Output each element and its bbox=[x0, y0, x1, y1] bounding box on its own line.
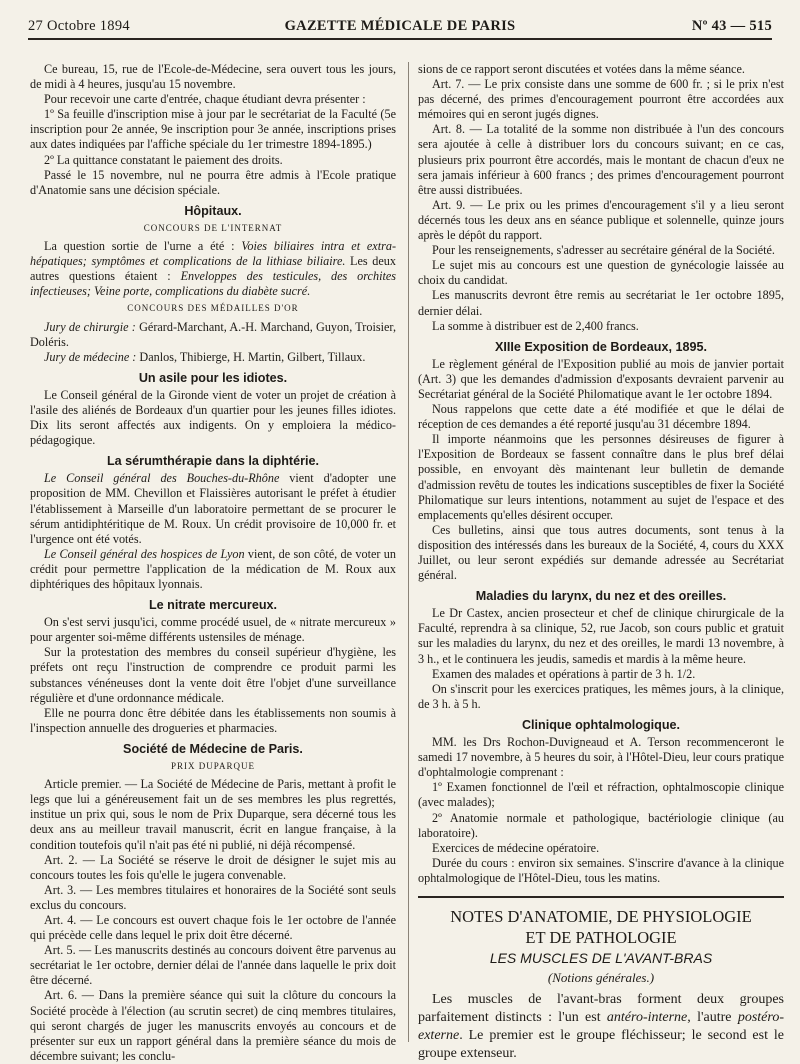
page-number: Nº 43 — 515 bbox=[691, 18, 772, 34]
section-title-nitrate: Le nitrate mercureux. bbox=[148, 598, 278, 613]
article: Art. 8. — La totalité de la somme non distribuée à l'un des concours sera ajoutée à celle à distribuer lors du concours suivant; en ce cas, plusieurs prix pourront être accordés, mais le montant de chacun d'eux ne sera jamais inférieur à 600 francs ; des primes d'encouragement pourront être aussi distribuées. bbox=[418, 122, 784, 197]
article: Art. 6. — Dans la première séance qui suit la clôture du concours la Société procède à l'élection (au scrutin secret) de cinq membres titulaires, qui seront chargés de juger les manuscrits envoyés au concours et de présenter sur eux un rapport général dans la première séance du mois de décembre suivant; les conclu- bbox=[30, 988, 396, 1063]
paragraph: Examen des malades et opérations à partir de 3 h. 1/2. bbox=[432, 666, 696, 681]
paragraph: Ces bulletins, ainsi que tous autres documents, sont tenus à la disposition des intéressés dans les bureaux de la Société, 4, cours du XXX Juillet, ou leur seront expédiés sur demande adressée au Secrétariat général. bbox=[418, 522, 784, 583]
paragraph: 2º Anatomie normale et pathologique, bactériologie clinique (au laboratoire). bbox=[418, 810, 784, 840]
article: Article premier. — La Société de Médecine de Paris, mettant à profit le legs que lui a généreusement fait un de ses membres les plus regrettés, institue un prix qui, sous le nom de Prix Duparque, sera décerné tous les deux ans au meilleur travail manuscrit, écrit en langue française, à la condition toutefois qu'il n'ait pas été ni publié, ni déjà récompensé. bbox=[30, 777, 396, 852]
paragraph: On s'inscrit pour les exercices pratiques, les mêmes jours, à la clinique, de 3 h. à 5 h. bbox=[418, 681, 784, 711]
paragraph: Elle ne pourra donc être débitée dans les établissements non soumis à l'inspection annuelle des drogueries et pharmacies. bbox=[30, 705, 396, 735]
paragraph: Pour recevoir une carte d'entrée, chaque étudiant devra présenter : bbox=[44, 92, 366, 107]
paragraph: 2º La quittance constatant le paiement des droits. bbox=[44, 152, 283, 167]
section-title-hopitaux: Hôpitaux. bbox=[184, 203, 242, 218]
left-column bbox=[30, 62, 396, 1063]
paragraph: Le sujet mis au concours est une question de gynécologie laissée au choix du candidat. bbox=[418, 258, 784, 288]
paragraph: La question sortie de l'urne a été : Voies biliaires intra et extra-hépatiques; symptômes et complications de la lithiase biliaire. Les deux autres questions étaient : Enveloppes des testicules, des orchites infectieuses; Veine porte, complications du diabète sucré. bbox=[30, 239, 396, 299]
paragraph: Sur la protestation des membres du conseil supérieur d'hygiène, les préfets ont reçu l'instruction de comprendre ce produit parmi les substances vénéneuses dont la vente doit être l'objet d'une surveillance régulière et d'une ordonnance médicale. bbox=[30, 645, 396, 705]
section-rule bbox=[418, 896, 784, 898]
section-title-asile: Un asile pour les idiotes. bbox=[138, 370, 288, 385]
paragraph: Passé le 15 novembre, nul ne pourra être admis à l'Ecole pratique d'Anatomie sans une décision spéciale. bbox=[30, 167, 396, 197]
jury-medecine: Jury de médecine : Danlos, Thibierge, H. Martin, Gilbert, Tillaux. bbox=[44, 349, 366, 364]
column-divider bbox=[408, 62, 409, 1042]
section-title-serumtherapie: La sérumthérapie dans la diphtérie. bbox=[106, 454, 320, 469]
article: Art. 4. — Le concours est ouvert chaque fois le 1er octobre de l'année qui précède celle dans lequel le prix doit être décerné. bbox=[30, 912, 396, 943]
header-date: 27 Octobre 1894 bbox=[28, 18, 130, 34]
notes-paragraph: Les muscles de l'avant-bras forment deux groupes parfaitement distincts : l'un est antéro-interne, l'autre postéro-externe. Le premier est le groupe fléchisseur; le second est le groupe extenseur. bbox=[418, 992, 784, 1062]
article: Art. 3. — Les membres titulaires et honoraires de la Société sont seuls exclus du concours. bbox=[30, 882, 396, 912]
notes-subtitle: LES MUSCLES DE L'AVANT-BRAS bbox=[489, 949, 713, 966]
journal-title: GAZETTE MÉDICALE DE PARIS bbox=[284, 18, 516, 34]
right-column bbox=[418, 62, 784, 1062]
paragraph: Durée du cours : environ six semaines. S'inscrire d'avance à la clinique ophtalmologique de l'Hôtel-Dieu, tous les matins. bbox=[418, 855, 784, 885]
article: Art. 9. — Le prix ou les primes d'encouragement s'il y a lieu seront décernés tous les deux ans en séance publique et solennelle, quinze jours après le dépôt du rapport. bbox=[418, 197, 784, 243]
paragraph: Il importe néanmoins que les personnes désireuses de figurer à l'Exposition de Bordeaux se fassent connaître dans le plus bref délai possible, en envoyant dès maintenant leur bulletin de demande d'admission revêtu de toutes les indications susceptibles de fixer la Société Philomatique sur leurs intentions, notamment au sujet de l'espace et des emplacements qu'elles désirent occuper. bbox=[418, 432, 784, 522]
section-title-societe: Société de Médecine de Paris. bbox=[123, 741, 303, 756]
paragraph: La somme à distribuer est de 2,400 francs. bbox=[432, 318, 639, 333]
paragraph: MM. les Drs Rochon-Duvigneaud et A. Terson recommenceront le samedi 17 novembre, à 5 heures du soir, à l'Hôtel-Dieu, leur cours pratique d'ophtalmologie comprenant : bbox=[418, 735, 784, 780]
paragraph: Le règlement général de l'Exposition publié au mois de janvier portait (Art. 3) que les demandes d'admission d'exposants devraient parvenir au Secrétariat général de la Société Philomatique avant le 1er octobre 1894. bbox=[418, 356, 784, 401]
paragraph: sions de ce rapport seront discutées et votées dans la même séance. bbox=[418, 62, 745, 76]
section-title-larynx: Maladies du larynx, du nez et des oreilles. bbox=[475, 589, 727, 604]
subheading-medailles: CONCOURS DES MÉDAILLES D'OR bbox=[127, 303, 299, 314]
paragraph: Ce bureau, 15, rue de l'Ecole-de-Médecine, sera ouvert tous les jours, de midi à 4 heures, jusqu'au 15 novembre. bbox=[30, 62, 396, 92]
subheading-internat: CONCOURS DE L'INTERNAT bbox=[143, 222, 283, 233]
article: Art. 5. — Les manuscrits destinés au concours doivent être parvenus au secrétariat le 1er octobre, dernier délai de l'année dans laquelle le prix doit être décerné. bbox=[30, 943, 396, 988]
paragraph: Nous rappelons que cette date a été modifiée et que le délai de réception de ces demandes a été reporté jusqu'au 31 décembre 1894. bbox=[418, 402, 784, 432]
section-title-ophtalmologique: Clinique ophtalmologique. bbox=[521, 717, 681, 732]
paragraph: Le Conseil général des hospices de Lyon vient, de son côté, de voter un crédit pour permettre l'application de la médication de M. Roux aux diphtériques des hôpitaux lyonnais. bbox=[30, 546, 396, 591]
section-title-exposition: XIIIe Exposition de Bordeaux, 1895. bbox=[494, 339, 708, 354]
paragraph: 1º Sa feuille d'inscription mise à jour par le secrétariat de la Faculté (5e inscription pour 2e année, 9e inscription pour 3e année, inscriptions prises aux dates indiquées par l'affiche spéciale du 1er trimestre 1894-1895.) bbox=[30, 107, 396, 152]
paragraph: Les manuscrits devront être remis au secrétariat le 1er octobre 1895, dernier délai. bbox=[418, 288, 784, 318]
article: Art. 2. — La Société se réserve le droit de désigner le sujet mis au concours toutes les fois qu'elle le jugera convenable. bbox=[30, 852, 396, 882]
paragraph: Pour les renseignements, s'adresser au secrétaire général de la Société. bbox=[432, 243, 775, 258]
notes-subtitle-2: (Notions générales.) bbox=[547, 970, 655, 986]
page-header bbox=[28, 12, 772, 40]
paragraph: Le Conseil général de la Gironde vient de voter un projet de création à l'asile des aliénés de Bordeaux d'un quartier pour les jeunes filles idiotes. Dix lits seront affectés aux indigents. On y emploiera la médico-pédagogique. bbox=[30, 387, 396, 448]
paragraph: 1º Examen fonctionnel de l'œil et réfraction, ophtalmoscopie clinique (avec malades); bbox=[418, 780, 784, 810]
article: Art. 7. — Le prix consiste dans une somme de 600 fr. ; si le prix n'est pas décerné, des primes d'encouragement pourront être accordées aux mémoires qui en seront jugés dignes. bbox=[418, 77, 784, 122]
jury-chirurgie: Jury de chirurgie : Gérard-Marchant, A.-H. Marchand, Guyon, Troisier, Doléris. bbox=[30, 319, 396, 349]
subheading-prix: PRIX DUPARQUE bbox=[171, 761, 255, 772]
paragraph: On s'est servi jusqu'ici, comme procédé usuel, de « nitrate mercureux » pour argenter soi-même différents ustensiles de ménage. bbox=[30, 615, 396, 645]
notes-title: NOTES D'ANATOMIE, DE PHYSIOLOGIE ET DE PATHOLOGIE bbox=[450, 906, 752, 947]
paragraph: Le Conseil général des Bouches-du-Rhône vient d'adopter une proposition de MM. Chevillon et Flaissières autorisant le préfet à étudier l'établissement à Marseille d'un laboratoire permettant de se procurer le sérum antidiphtéritique de M. Roux. Un crédit provisoire de 10,000 fr. et l'urgence ont été votés. bbox=[30, 471, 396, 546]
paragraph: Exercices de médecine opératoire. bbox=[432, 840, 600, 855]
paragraph: Le Dr Castex, ancien prosecteur et chef de clinique chirurgicale de la Faculté, reprendra à sa clinique, 52, rue Jacob, son cours public et gratuit sur les maladies du larynx, du nez et des oreilles, le mardi 13 novembre, à 3 h., et le continuera les jeudis, samedis et mardis à la même heure. bbox=[418, 606, 784, 666]
